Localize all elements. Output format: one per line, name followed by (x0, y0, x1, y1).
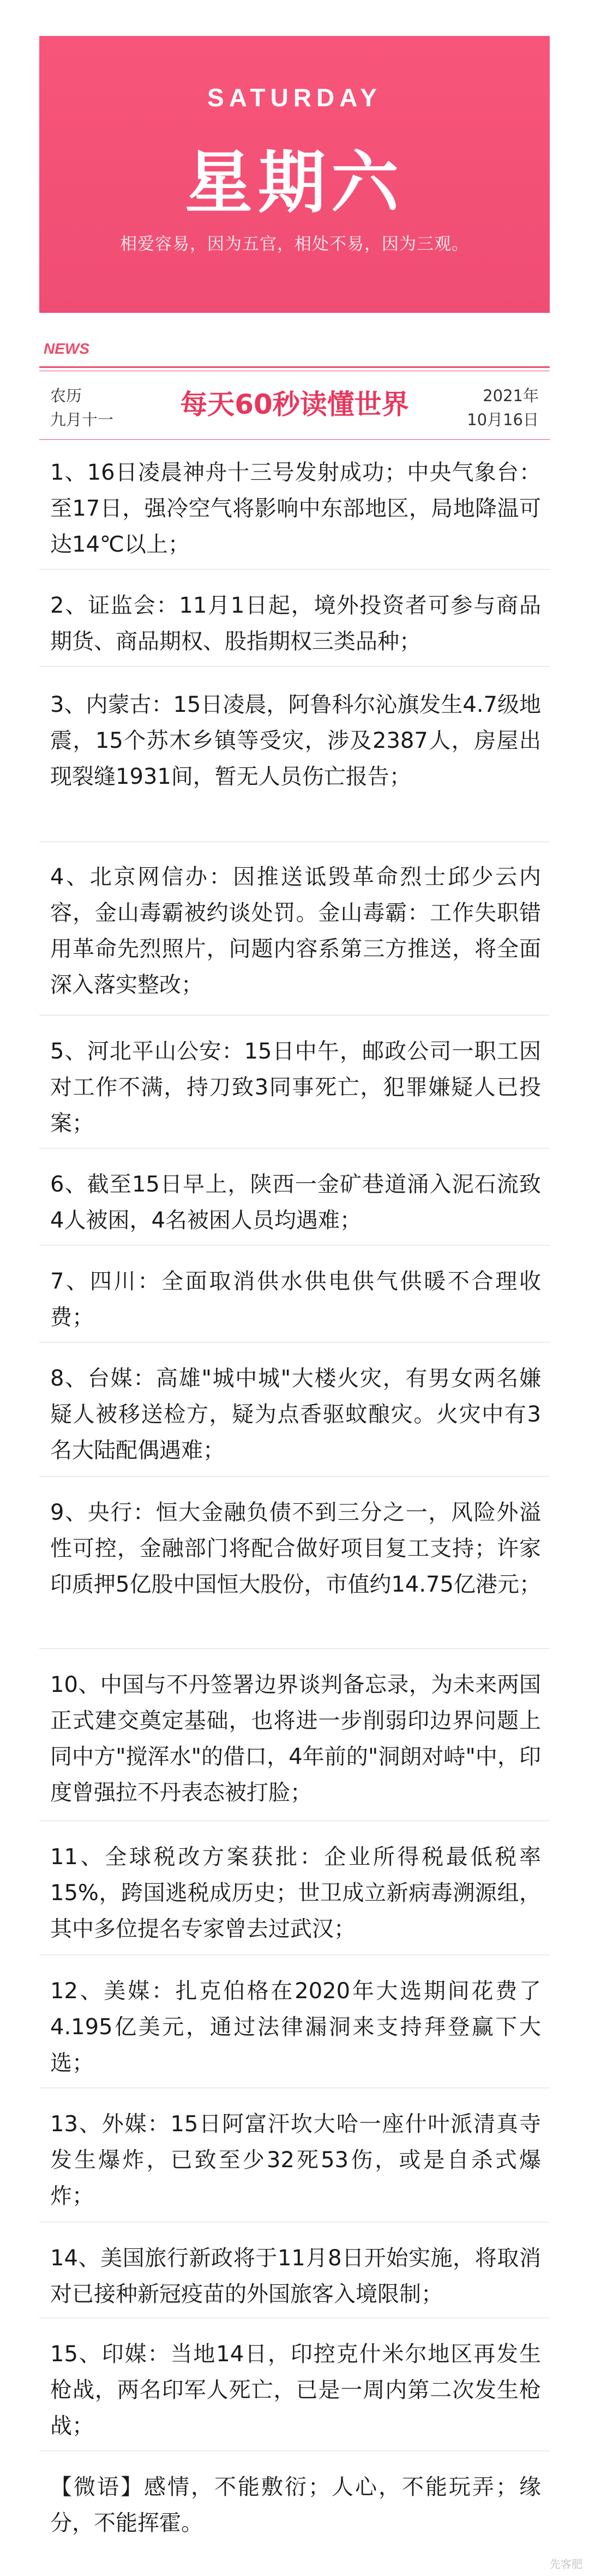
lunar-label: 农历 (50, 386, 82, 405)
header-rule-bottom (39, 439, 550, 440)
lunar-day: 九月十一 (50, 410, 114, 429)
news-item-5: 5、河北平山公安：15日中午，邮政公司一职工因对工作不满，持刀致3同事死亡，犯罪嫌疑人已投案； (50, 1039, 541, 1136)
weekday-english: SATURDAY (207, 83, 382, 112)
divider (39, 1476, 550, 1477)
news-item-14: 14、美国旅行新政将于11月8日开始实施，将取消对已接种新冠疫苗的外国旅客入境限制； (50, 2246, 541, 2307)
divider (39, 1342, 550, 1343)
page-title: 每天60秒读懂世界 (180, 389, 409, 420)
news-item-7: 7、四川：全面取消供水供电供气供暖不合理收费； (50, 1269, 541, 1330)
lunar-date (50, 384, 137, 432)
daily-motto: 相爱容易，因为五官，相处不易，因为三观。 (120, 234, 469, 254)
news-item-4: 4、北京网信办：因推送诋毁革命烈士邱少云内容，金山毒霸被约谈处罚。金山毒霸：工作失职错用革命先烈照片，问题内容系第三方推送，将全面深入落实整改； (50, 864, 541, 997)
watermark: 先客肥 (550, 2557, 582, 2571)
date-day: 10月16日 (467, 410, 539, 429)
news-item-15: 15、印媒：当地14日，印控克什米尔地区再发生枪战，两名印军人死亡，已是一周内第二次发生枪战； (50, 2342, 541, 2439)
divider (39, 666, 550, 667)
divider (39, 569, 550, 570)
news-item-1: 1、16日凌晨神舟十三号发射成功；中央气象台：至17日，强冷空气将影响中东部地区，局地降温可达14℃以上； (50, 460, 541, 557)
weekday-chinese: 星期六 (184, 144, 404, 222)
gregorian-date (452, 384, 539, 432)
header-rule-top (39, 366, 550, 368)
news-tag: NEWS (44, 340, 89, 357)
news-item-10: 10、中国与不丹签署边界谈判备忘录，为未来两国正式建交奠定基础，也将进一步削弱印边界问题上同中方"搅浑水"的借口，4年前的"洞朗对峙"中，印度曾强拉不丹表态被打脸； (50, 1672, 541, 1805)
news-item-11: 11、全球税改方案获批：企业所得税最低税率15%，跨国逃税成历史；世卫成立新病毒溯源组，其中多位提名专家曾去过武汉； (50, 1845, 541, 1942)
daily-quote: 【微语】感情，不能敷衍；人心，不能玩弄；缘分，不能挥霍。 (50, 2475, 541, 2536)
news-item-2: 2、证监会：11月1日起，境外投资者可参与商品期货、商品期权、股指期权三类品种； (50, 593, 541, 654)
divider (39, 1648, 550, 1649)
news-item-9: 9、央行：恒大金融负债不到三分之一，风险外溢性可控，金融部门将配合做好项目复工支持；许家印质押5亿股中国恒大股份，市值约14.75亿港元； (50, 1500, 541, 1597)
news-item-8: 8、台媒：高雄"城中城"大楼火灾，有男女两名嫌疑人被移送检方，疑为点香驱蚊酿灾。火灾中有3名大陆配偶遇难； (50, 1366, 541, 1463)
news-item-12: 12、美媒：扎克伯格在2020年大选期间花费了4.195亿美元，通过法律漏洞来支持拜登赢下大选； (50, 1979, 541, 2076)
date-year: 2021年 (483, 386, 539, 405)
weekday-banner (39, 36, 550, 313)
news-item-13: 13、外媒：15日阿富汗坎大哈一座什叶派清真寺发生爆炸，已致至少32死53伤，或是自杀式爆炸； (50, 2112, 541, 2209)
news-item-6: 6、截至15日早上，陕西一金矿巷道涌入泥石流致4人被困，4名被困人员均遇难； (50, 1172, 541, 1233)
news-item-3: 3、内蒙古：15日凌晨，阿鲁科尔沁旗发生4.7级地震，15个苏木乡镇等受灾，涉及2387人，房屋出现裂缝1931间，暂无人员伤亡报告； (50, 692, 541, 789)
